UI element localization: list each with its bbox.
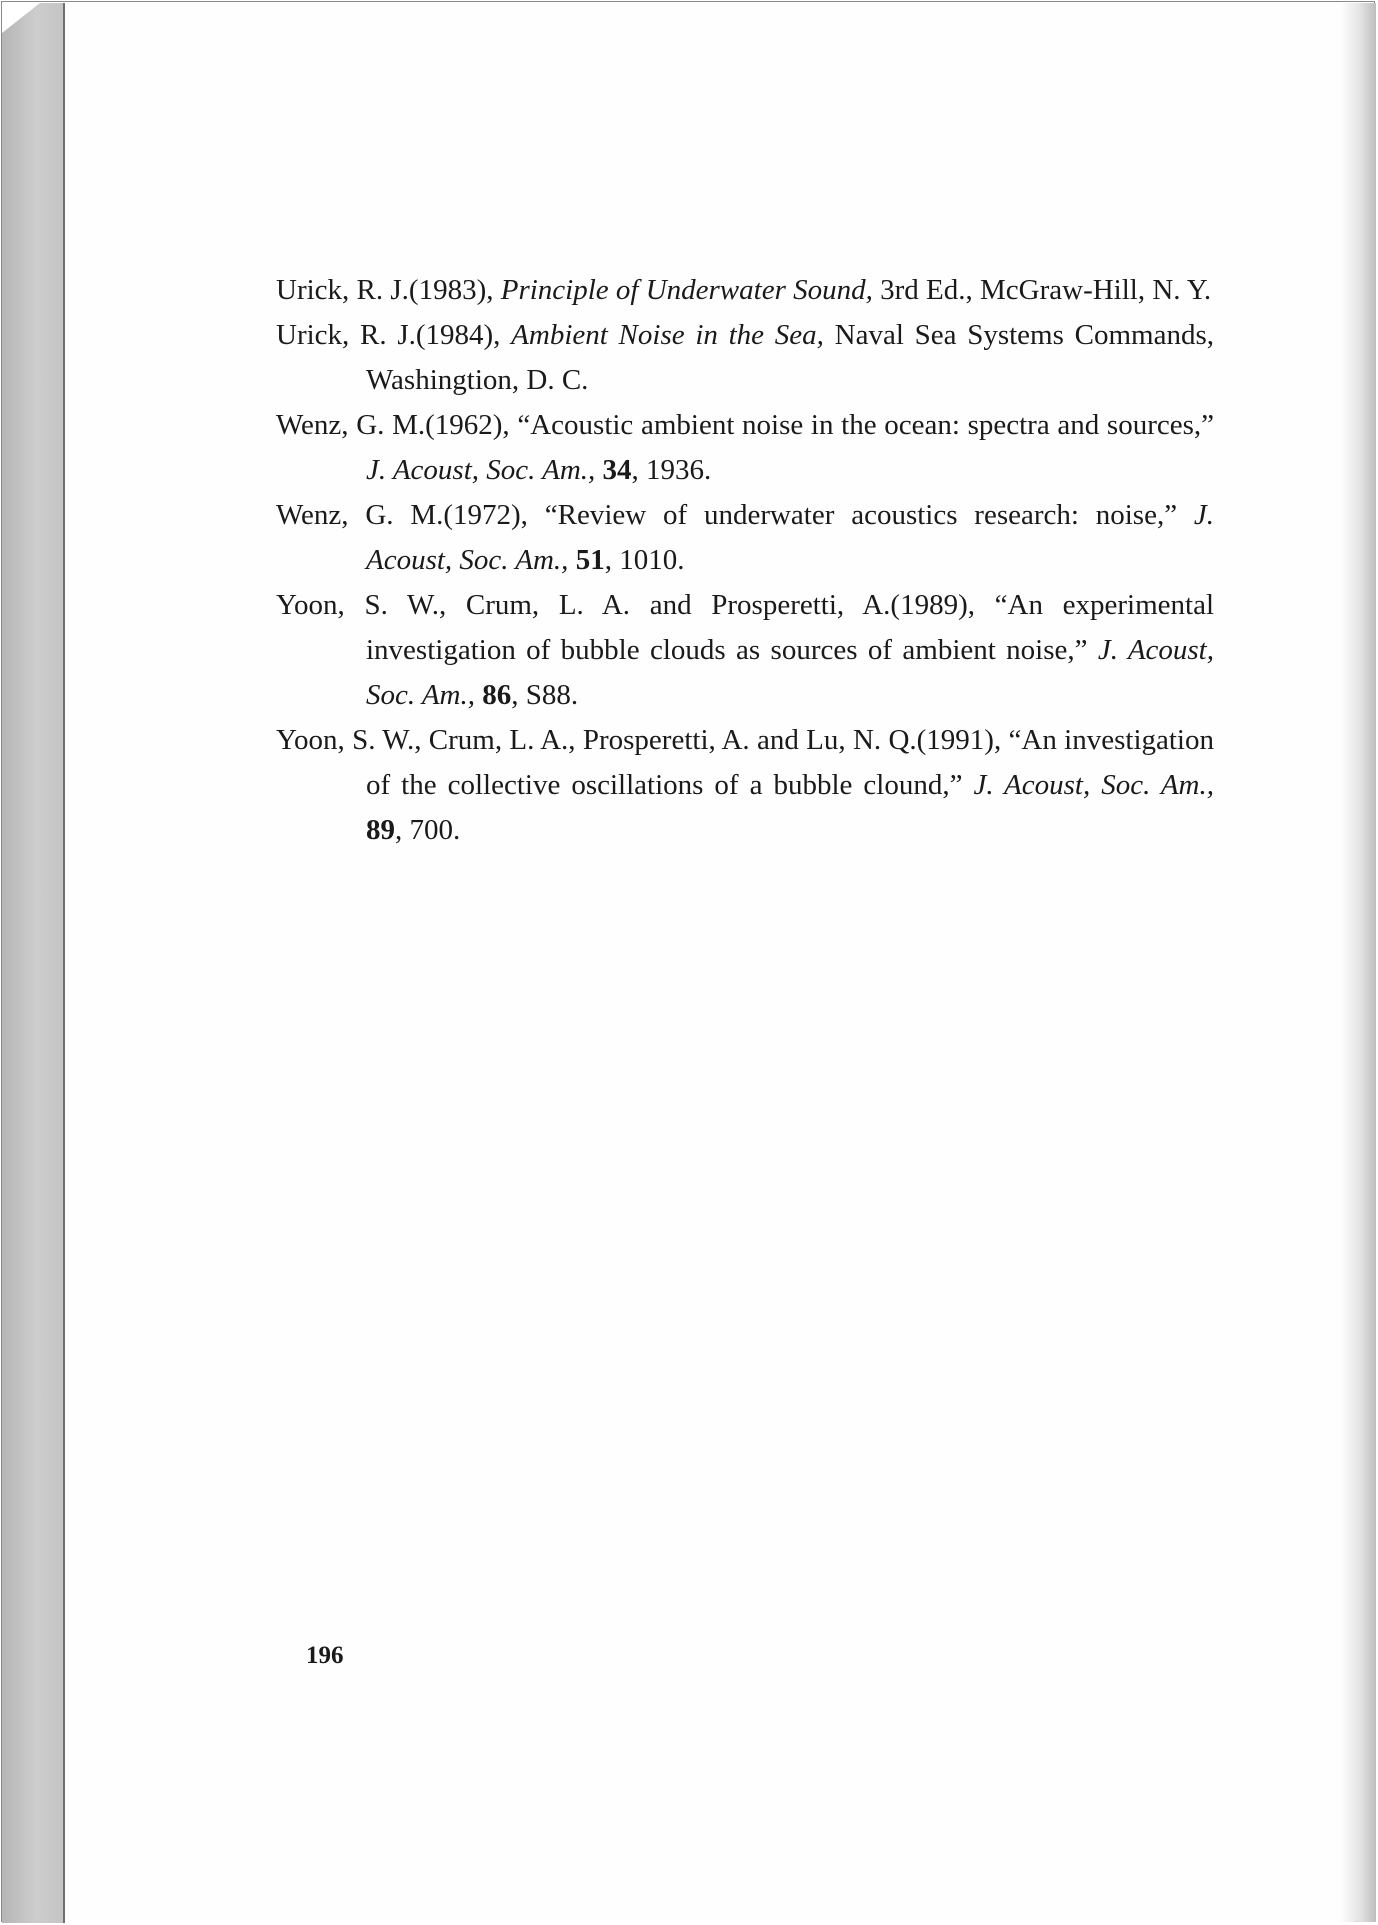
reference-item <box>276 493 1214 583</box>
reference-title: Ambient Noise in the Sea, <box>511 319 824 351</box>
reference-authors: Wenz, G. M.(1972), <box>276 499 545 531</box>
page-edge-shadow <box>1340 3 1376 1922</box>
reference-volume: 34 <box>602 454 632 486</box>
reference-title: Principle of Underwater Sound, <box>500 274 873 306</box>
reference-item <box>276 313 1214 403</box>
reference-volume: 89 <box>366 814 395 846</box>
reference-item <box>276 718 1214 853</box>
reference-volume: 86 <box>482 679 512 711</box>
reference-article: “An investigation of the collective oscillations of a bubble clound,” <box>366 724 1214 801</box>
page-number: 196 <box>306 1642 344 1669</box>
reference-article: “Acoustic ambient noise in the ocean: spectra and sources,” <box>517 409 1214 441</box>
reference-article: “An experimental investigation of bubble clouds as sources of ambient noise,” <box>366 589 1215 666</box>
reference-journal: J. Acoust, Soc. Am., <box>366 634 1214 711</box>
reference-item <box>276 583 1214 718</box>
reference-pages: , 1010. <box>604 544 685 576</box>
reference-authors: Yoon, S. W., Crum, L. A. and Prosperetti, A.(1989), <box>276 589 995 621</box>
reference-pages: , 1936. <box>631 454 712 486</box>
reference-item <box>276 268 1214 313</box>
reference-journal: J. Acoust, Soc. Am., <box>366 454 596 486</box>
reference-article: “Review of underwater acoustics research: noise,” <box>544 499 1194 531</box>
reference-journal: J. Acoust, Soc. Am., <box>366 499 1215 576</box>
reference-item <box>276 403 1214 493</box>
reference-pages: , S88. <box>511 679 579 711</box>
reference-publisher: Naval Sea Systems Commands, Washingtion, D. C. <box>366 319 1214 396</box>
reference-authors: Urick, R. J.(1983), <box>276 274 501 306</box>
reference-list <box>276 268 1214 853</box>
reference-authors: Yoon, S. W., Crum, L. A., Prosperetti, A. and Lu, N. Q.(1991), <box>276 724 1009 756</box>
reference-publisher: 3rd Ed., McGraw-Hill, N. Y. <box>872 274 1212 306</box>
reference-authors: Wenz, G. M.(1962), <box>276 409 518 441</box>
reference-volume: 51 <box>575 544 605 576</box>
reference-journal: J. Acoust, Soc. Am., <box>973 769 1214 801</box>
reference-authors: Urick, R. J.(1984), <box>276 319 512 351</box>
reference-pages: , 700. <box>395 814 461 846</box>
book-spine <box>2 3 65 1923</box>
